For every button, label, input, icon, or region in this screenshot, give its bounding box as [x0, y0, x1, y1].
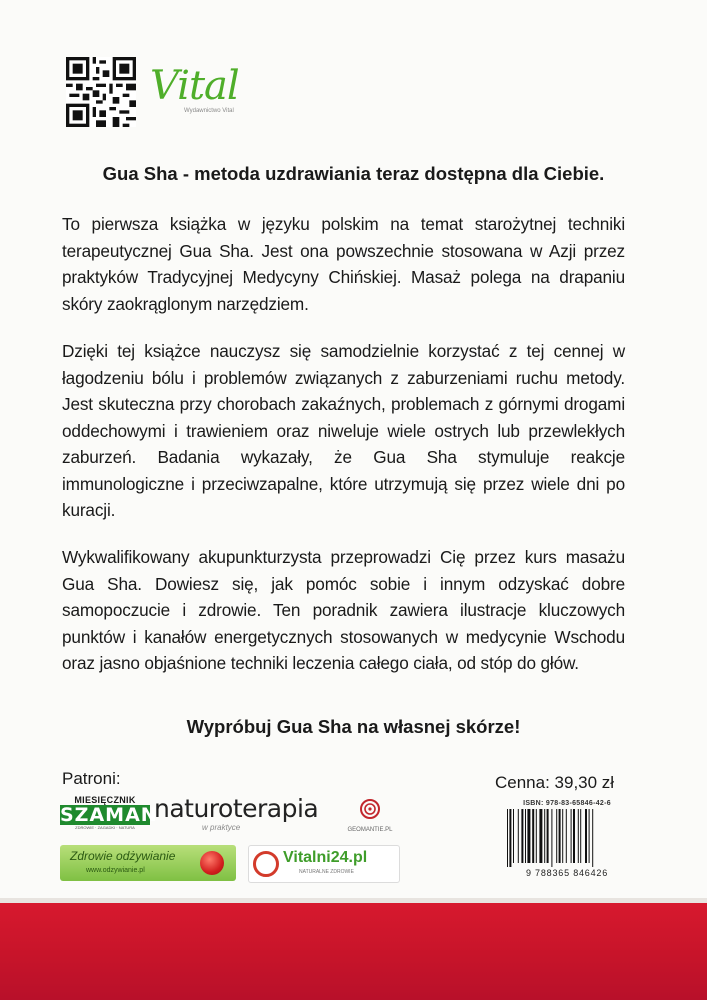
vitalni-logo-sub: NATURALNE ZDROWIE [299, 869, 354, 875]
isbn-text: ISBN: 978-83-65846-42-6 [523, 800, 611, 807]
szaman-logo-top: MIESIĘCZNIK [74, 795, 136, 805]
zdrowie-logo-url: www.odzywianie.pl [86, 867, 145, 874]
naturoterapia-logo [154, 794, 340, 834]
apple-icon [200, 851, 224, 875]
zdrowie-logo-name: Zdrowie odżywianie [70, 849, 176, 863]
szaman-logo-name: SZAMAN [60, 804, 158, 826]
szaman-logo-sub: ZDROWIE · ZAGADKI · NATURA [75, 825, 135, 830]
red-footer-band [0, 903, 707, 1000]
call-to-action: Wypróbuj Gua Sha na własnej skórze! [186, 716, 521, 737]
paragraph-course: Wykwalifikowany akupunkturzysta przeprowadzi Cię przez kurs masażu Gua Sha. Dowiesz się, jak pomóc sobie i innym odzyskać dobre samopoczucie i zdrowie. Ten poradnik zawiera ilustracje kluczowych punktów i kanałów energetycznych stosowanych w medycynie Wschodu oraz jasno objaśnione techniki leczenia całego ciała, od stóp do głów. [62, 547, 625, 673]
vitalni-logo-name: Vitalni24.pl [283, 849, 368, 866]
paragraph-benefits: Dzięki tej książce nauczysz się samodzielnie korzystać z tej cennej w łagodzeniu bólu i problemów związanych z zaburzeniami ruchu metody. Jest skuteczna przy chorobach zakaźnych, problemach z górnymi drogami oddechowymi i trawieniem oraz niweluje wiele ostrych lub przewlekłych zaburzeń. Badania wykazały, że Gua Sha stymuluje reakcje immunologiczne i przeciwzapalne, które utrzymują się przez wiele dni po kuracji. [62, 341, 625, 520]
geomantie-logo [340, 798, 400, 834]
vitalni-ring-icon [253, 851, 279, 877]
price-label: Cenna: 39,30 zł [495, 773, 615, 792]
geomantie-logo-sub: GEOMANTIE.PL [347, 827, 393, 833]
vital-logo [150, 63, 270, 126]
vitalni24-logo [248, 845, 400, 883]
barcode-number: 9 788365 846426 [525, 868, 609, 878]
headline: Gua Sha - metoda uzdrawiania teraz dostępna dla Ciebie. [102, 163, 605, 184]
zdrowie-odzywianie-logo [60, 845, 236, 881]
naturoterapia-logo-sub: w praktyce [202, 823, 241, 832]
vital-logo-tagline: Wydawnictwo Vital [184, 108, 234, 114]
isbn-barcode [505, 800, 629, 886]
patrons-label: Patroni: [62, 769, 121, 788]
barcode-bars [505, 809, 629, 867]
qr-code [66, 57, 136, 127]
spiral-icon [359, 798, 381, 820]
naturoterapia-logo-name: naturoterapia [154, 794, 319, 823]
vital-logo-wordmark: Vital [150, 63, 239, 109]
paragraph-intro: To pierwsza książka w języku polskim na temat starożytnej techniki terapeutycznej Gua Sha. Jest ona powszechnie stosowana w Azji przez praktyków Tradycyjnej Medycyny Chińskiej. Masaż polega na drapaniu skóry zaokrąglonym narzędziem. [62, 214, 625, 314]
szaman-logo [60, 795, 158, 833]
